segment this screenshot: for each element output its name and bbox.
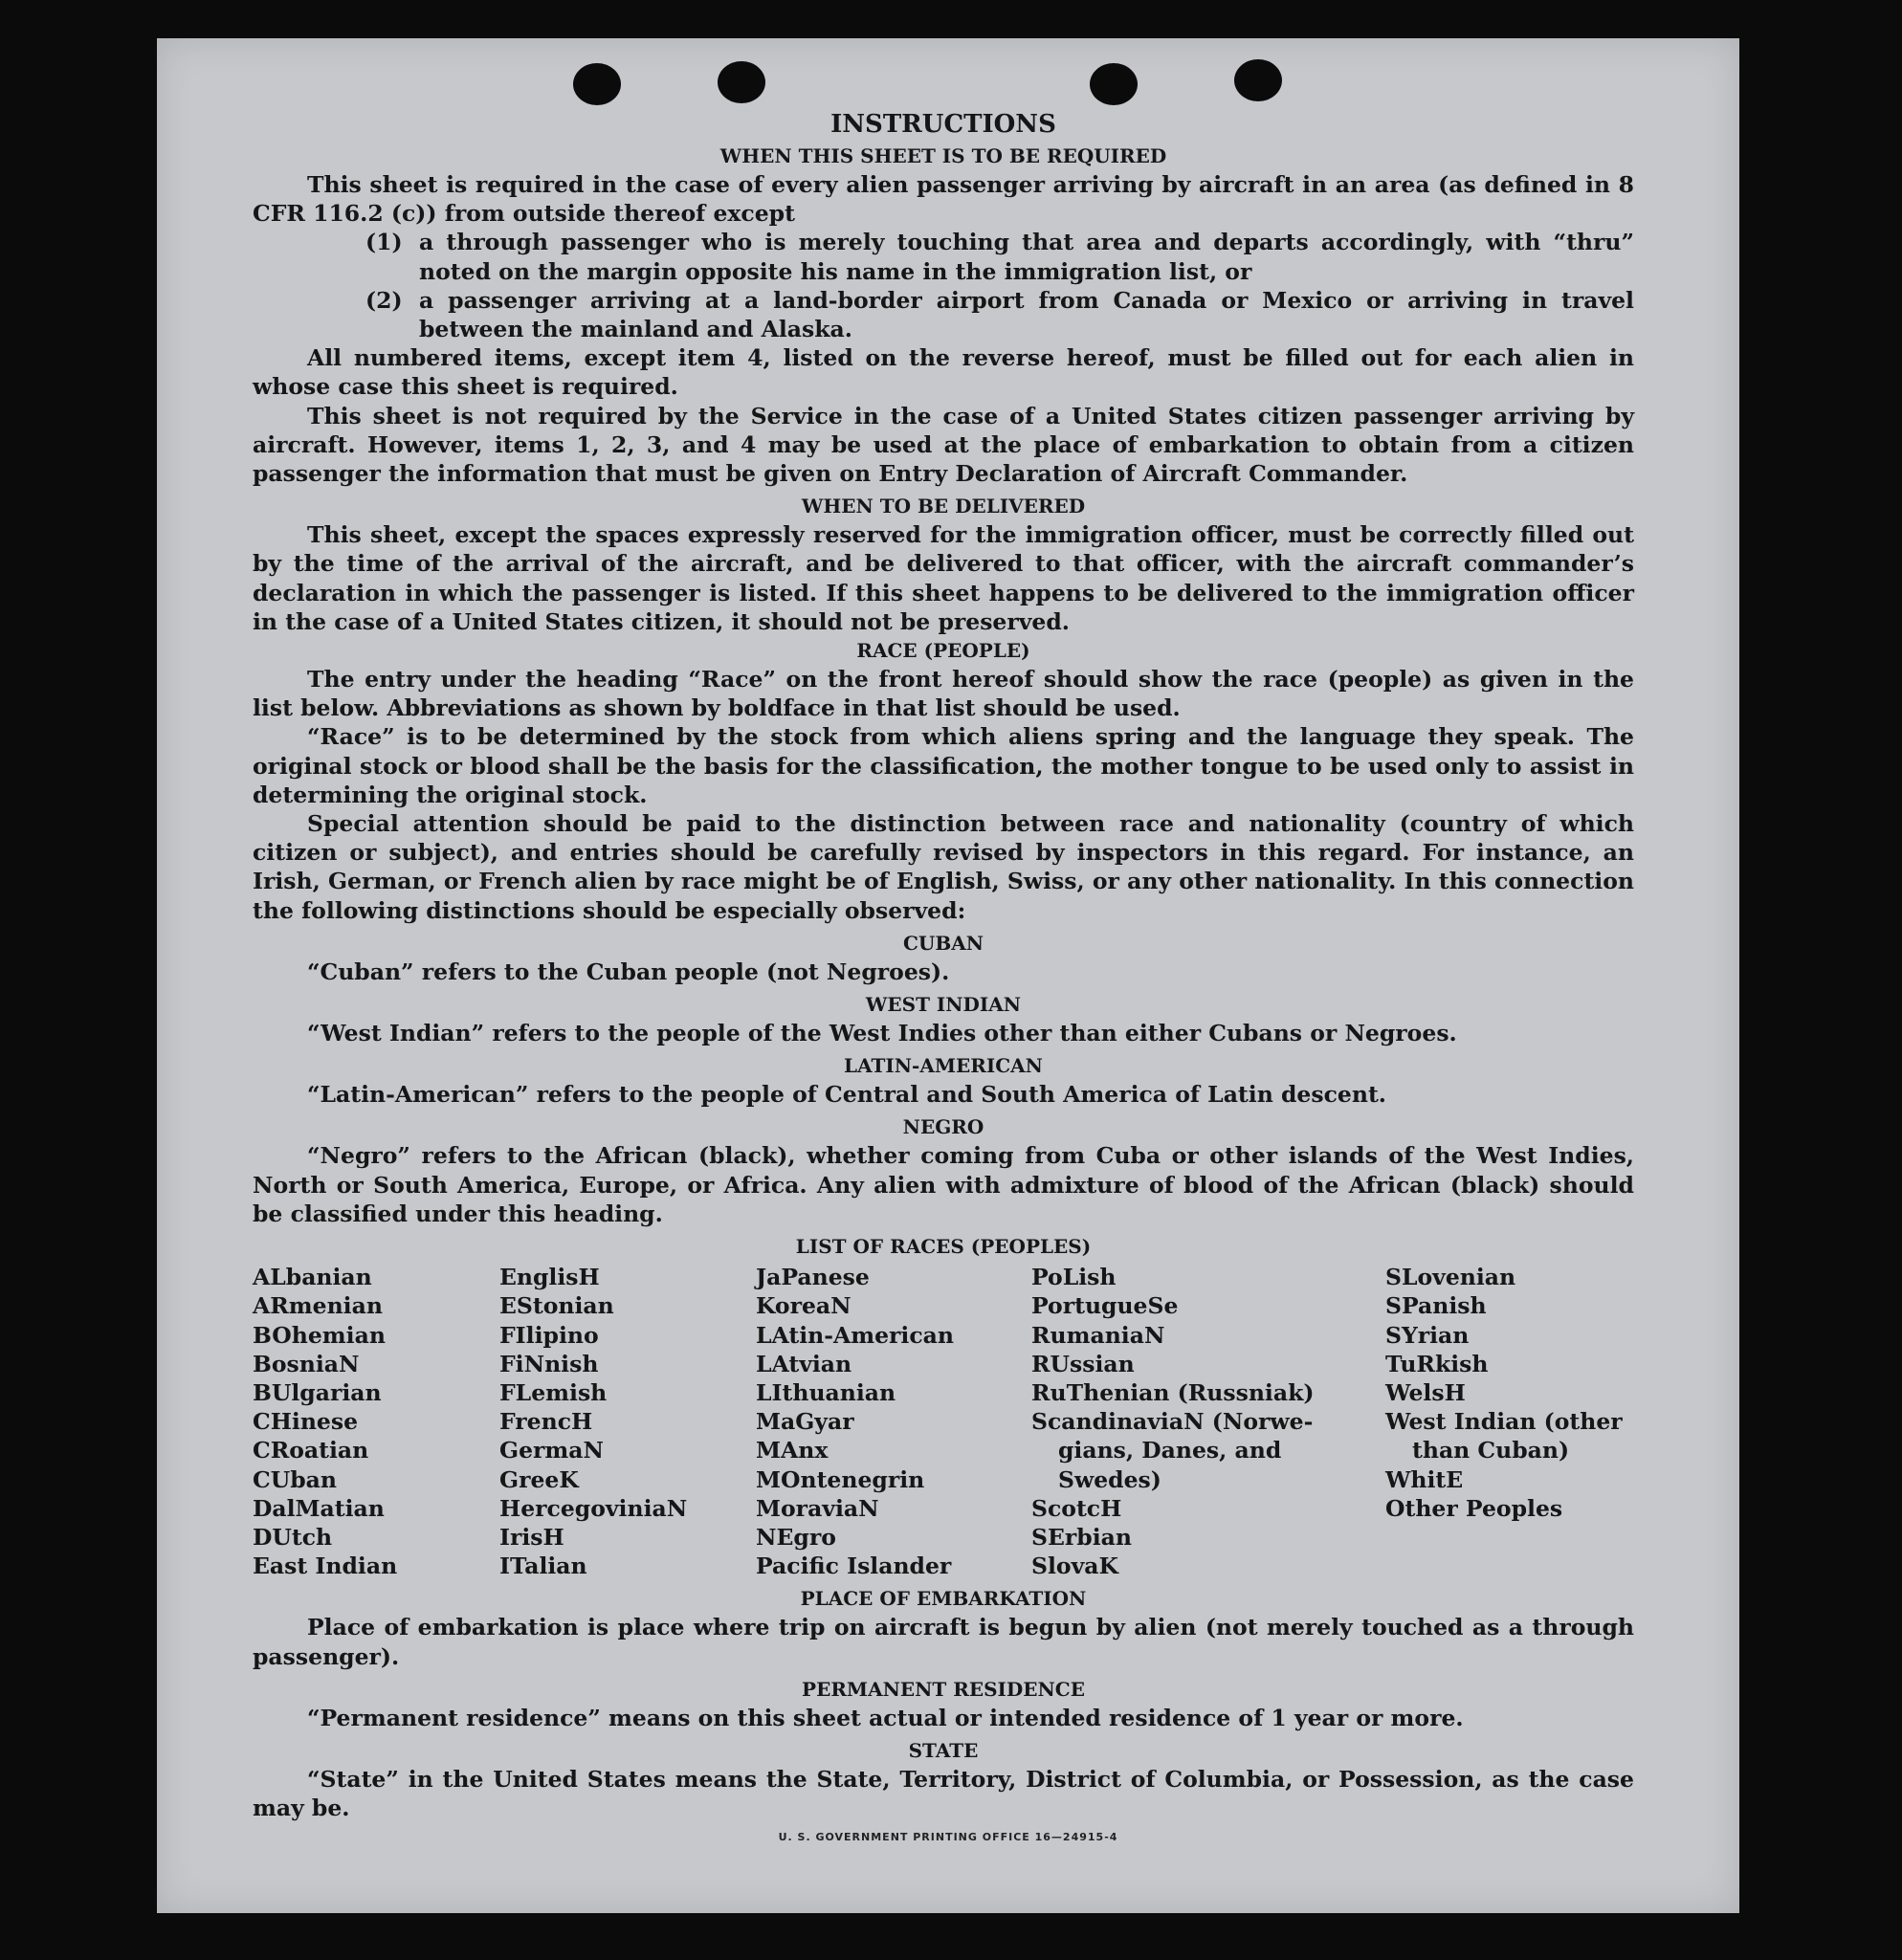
paragraph: This sheet is required in the case of every alien passenger arriving by aircraft in an area (as defined in 8 CFR 116.2 (c)) from outside thereof except <box>253 171 1634 228</box>
race-item: ScotcH <box>1031 1494 1122 1522</box>
race-column <box>1031 1263 1385 1580</box>
race-item: JaPanese <box>756 1264 870 1291</box>
enum-text: a through passenger who is merely touching that area and departs accordingly, with “thru” noted on the margin opposite his name in the immigration list, or <box>419 229 1634 285</box>
race-item: RuThenian (Russniak) <box>1031 1378 1315 1406</box>
race-item: SPanish <box>1385 1292 1487 1320</box>
race-item: ScandinaviaN (Norwe- <box>1031 1408 1314 1436</box>
paragraph: “Permanent residence” means on this sheet actual or intended residence of 1 year or more. <box>307 1704 1464 1731</box>
race-item: DalMatian <box>253 1494 385 1522</box>
race-item: RumaniaN <box>1031 1321 1165 1349</box>
section-heading-list-of-races: LIST OF RACES (PEOPLES) <box>795 1235 1092 1259</box>
race-item: ITalian <box>499 1553 587 1580</box>
race-item: TuRkish <box>1385 1350 1489 1377</box>
race-item: BOhemian <box>253 1321 386 1349</box>
paragraph: “Negro” refers to the African (black), whether coming from Cuba or other islands of the West Indies, North or South America, Europe, or Africa. Any alien with admixture of blood of the African (black) should be classified under this heading. <box>253 1142 1634 1227</box>
race-list <box>253 1263 1634 1580</box>
printer-imprint: U. S. GOVERNMENT PRINTING OFFICE 16—24915‑4 <box>778 1831 1118 1843</box>
paragraph: “Cuban” refers to the Cuban people (not Negroes). <box>307 958 950 985</box>
race-item: KoreaN <box>756 1292 851 1320</box>
race-item: SLovenian <box>1385 1264 1516 1291</box>
race-item: CUban <box>253 1465 337 1493</box>
race-item-continuation: Swedes) <box>1058 1465 1161 1493</box>
race-item: SYrian <box>1385 1321 1470 1349</box>
race-item: MoraviaN <box>756 1494 879 1522</box>
paragraph: Place of embarkation is place where trip on aircraft is begun by alien (not merely touched as a through passenger). <box>253 1614 1634 1670</box>
enum-text: a passenger arriving at a land-border airport from Canada or Mexico or arriving in travel between the mainland and Alaska. <box>419 286 1634 343</box>
race-item: BosniaN <box>253 1350 360 1377</box>
paragraph: All numbered items, except item 4, listed on the reverse hereof, must be filled out for each alien in whose case this sheet is required. <box>253 344 1634 401</box>
paragraph: “Latin-American” refers to the people of Central and South America of Latin descent. <box>307 1081 1386 1109</box>
race-item: IrisH <box>499 1523 564 1551</box>
paragraph: Special attention should be paid to the distinction between race and nationality (country of which citizen or subject), and entries should be carefully revised by inspectors in this regard. For instance, an Irish, German, or French alien by race might be of English, Swiss, or any other nationality. In this connection the following distinctions should be especially observed: <box>253 810 1634 924</box>
race-item: BUlgarian <box>253 1378 382 1406</box>
race-item: PortugueSe <box>1031 1292 1179 1320</box>
paragraph: “State” in the United States means the State, Territory, District of Columbia, or Possession, as the case may be. <box>253 1765 1634 1822</box>
section-heading-cuban: CUBAN <box>902 931 984 955</box>
race-item-continuation: than Cuban) <box>1412 1437 1570 1464</box>
race-item: LAtvian <box>756 1350 852 1377</box>
race-item: Pacific Islander <box>756 1553 952 1580</box>
race-item: SErbian <box>1031 1523 1132 1551</box>
race-item: RUssian <box>1031 1350 1135 1377</box>
section-heading-required: WHEN THIS SHEET IS TO BE REQUIRED <box>719 144 1167 167</box>
paragraph: “West Indian” refers to the people of the West Indies other than either Cubans or Negroes. <box>307 1020 1457 1047</box>
race-column <box>1385 1263 1634 1580</box>
race-item: CHinese <box>253 1408 359 1436</box>
section-heading-race: RACE (PEOPLE) <box>856 639 1030 663</box>
race-item: LAtin-American <box>756 1321 954 1349</box>
race-item: MAnx <box>756 1437 829 1464</box>
race-item: ARmenian <box>253 1292 383 1320</box>
page-title: INSTRUCTIONS <box>830 110 1056 139</box>
race-item: PoLish <box>1031 1264 1117 1291</box>
race-item: East Indian <box>253 1553 398 1580</box>
section-heading-latin-american: LATIN-AMERICAN <box>844 1054 1043 1078</box>
race-item: ALbanian <box>253 1264 372 1291</box>
paragraph: This sheet, except the spaces expressly reserved for the immigration officer, must be correctly filled out by the time of the arrival of the aircraft, and be delivered to that officer, with the aircraft commander’s declaration in which the passenger is listed. If this sheet happens to be delivered to the immigration officer in the case of a United States citizen, it should not be preserved. <box>253 521 1634 635</box>
punch-hole <box>1090 63 1138 105</box>
race-item: West Indian (other <box>1385 1408 1623 1436</box>
race-item: GermaN <box>499 1437 604 1464</box>
section-heading-permanent-residence: PERMANENT RESIDENCE <box>802 1677 1085 1701</box>
section-heading-embarkation: PLACE OF EMBARKATION <box>800 1587 1087 1611</box>
section-heading-west-indian: WEST INDIAN <box>865 993 1022 1017</box>
paragraph: The entry under the heading “Race” on the front hereof should show the race (people) as given in the list below. Abbreviations as shown by boldface in that list should be used. <box>253 666 1634 722</box>
race-item: SlovaK <box>1031 1553 1118 1580</box>
race-column <box>756 1263 1031 1580</box>
race-item: WelsH <box>1385 1378 1466 1406</box>
race-item: NEgro <box>756 1523 836 1551</box>
instructions-content <box>253 107 1634 1822</box>
race-item: CRoatian <box>253 1437 369 1464</box>
race-column <box>253 1263 499 1580</box>
race-item: EStonian <box>499 1292 614 1320</box>
race-item-continuation: gians, Danes, and <box>1058 1437 1282 1464</box>
enum-number: (2) <box>365 286 403 314</box>
race-item: GreeK <box>499 1465 579 1493</box>
punch-hole <box>573 63 621 105</box>
race-item: MaGyar <box>756 1408 854 1436</box>
enum-item <box>253 228 1634 285</box>
race-item: LIthuanian <box>756 1378 896 1406</box>
document-page <box>157 38 1739 1913</box>
race-item: FLemish <box>499 1378 608 1406</box>
race-item: MOntenegrin <box>756 1465 925 1493</box>
race-item: WhitE <box>1385 1465 1464 1493</box>
enum-number: (1) <box>365 229 403 256</box>
race-item: FIlipino <box>499 1321 599 1349</box>
paragraph: “Race” is to be determined by the stock from which aliens spring and the language they speak. The original stock or blood shall be the basis for the classification, the mother tongue to be used only to assist in determining the original stock. <box>253 723 1634 808</box>
section-heading-delivered: WHEN TO BE DELIVERED <box>801 495 1086 518</box>
race-item: DUtch <box>253 1523 333 1551</box>
punch-hole <box>718 61 765 103</box>
race-item: EnglisH <box>499 1264 600 1291</box>
race-item: HercegoviniaN <box>499 1494 688 1522</box>
section-heading-negro: NEGRO <box>902 1115 984 1139</box>
section-heading-state: STATE <box>908 1738 979 1762</box>
race-item: FiNnish <box>499 1350 599 1377</box>
race-item: Other Peoples <box>1385 1494 1563 1522</box>
enum-item <box>253 286 1634 343</box>
punch-hole <box>1234 59 1282 101</box>
race-item: FrencH <box>499 1408 593 1436</box>
paragraph: This sheet is not required by the Service in the case of a United States citizen passenger arriving by aircraft. However, items 1, 2, 3, and 4 may be used at the place of embarkation to obtain from a citizen passenger the information that must be given on Entry Declaration of Aircraft Commander. <box>253 402 1634 488</box>
race-column <box>499 1263 756 1580</box>
